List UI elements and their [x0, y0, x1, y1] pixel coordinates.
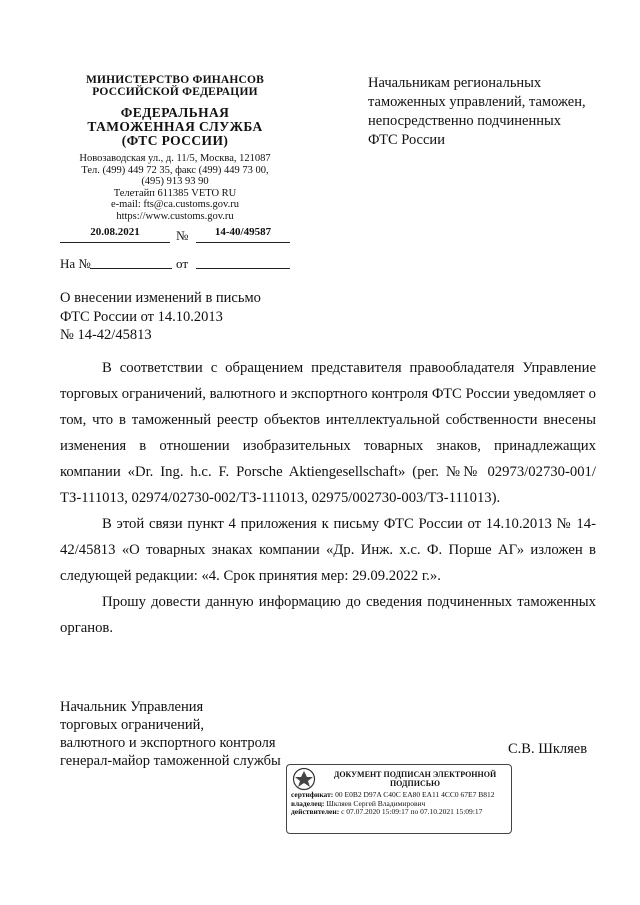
reference-label: На №	[60, 256, 91, 271]
stamp-validity: действителен: с 07.07.2020 15:09:17 по 07.10.2021 15:09:17	[291, 807, 483, 817]
service-contacts: Новозаводская ул., д. 11/5, Москва, 121087 Тел. (499) 449 72 35, факс (499) 449 73 00, (495) 913 93 90 Телетайп 611385 VETO RU e-mail: fts@ca.customs.gov.ru https://www.customs.gov.ru	[79, 153, 271, 222]
stamp-header	[291, 767, 507, 791]
document-number: 14-40/49587	[196, 226, 290, 243]
stamp-owner: владелец: Шкляев Сергей Владимирович	[291, 798, 426, 808]
reference-number-line	[90, 268, 172, 269]
letter-body	[60, 355, 596, 641]
number-label: №	[176, 228, 189, 243]
service-name: ФЕДЕРАЛЬНАЯ ТАМОЖЕННАЯ СЛУЖБА (ФТС РОССИИ)	[87, 105, 263, 148]
stamp-title: ДОКУМЕНТ ПОДПИСАН ЭЛЕКТРОННОЙ ПОДПИСЬЮ	[333, 770, 497, 788]
signer-name: С.В. Шкляев	[508, 741, 588, 757]
addressee: Начальникам региональных таможенных управлений, таможен, непосредственно подчиненных ФТС России	[368, 75, 586, 148]
reference-from-label: от	[176, 256, 189, 271]
subject: О внесении изменений в письмо ФТС России от 14.10.2013 № 14-42/45813	[60, 290, 261, 343]
ministry-name: МИНИСТЕРСТВО ФИНАНСОВ РОССИЙСКОЙ ФЕДЕРАЦИИ	[85, 74, 265, 98]
body-paragraph: Прошу довести данную информацию до сведения подчиненных таможенных органов.	[60, 594, 596, 636]
e-signature-stamp	[286, 764, 512, 834]
emblem-icon	[291, 767, 317, 791]
signer-position: Начальник Управления торговых ограничений, валютного и экспортного контроля генерал-майор таможенной службы	[60, 699, 281, 769]
body-paragraph: В соответствии с обращением представителя правообладателя Управление торговых ограничений, валютного и экспортного контроля ФТС России уведомляет о том, что в таможенный реестр объектов интеллектуальной собственности внесены изменения в отношении изобразительных товарных знаков, принадлежащих компании «Dr. Ing. h.c. F. Porsche Aktiengesellschaft» (рег. №№ 02973/02730-001/ТЗ-111013, 02974/02730-002/ТЗ-111013, 02975/002730-003/ТЗ-111013).	[60, 360, 596, 506]
document-date: 20.08.2021	[60, 226, 170, 243]
reference-date-line	[196, 268, 290, 269]
body-paragraph: В этой связи пункт 4 приложения к письму ФТС России от 14.10.2013 № 14-42/45813 «О товарных знаках компании «Др. Инж. х.с. Ф. Порше АГ» изложен в следующей редакции: «4. Срок принятия мер: 29.09.2022 г.».	[60, 516, 596, 584]
stamp-certificate: сертификат: 00 E0B2 D97A C40C EA80 EA11 4CC0 67E7 B812	[291, 790, 495, 799]
